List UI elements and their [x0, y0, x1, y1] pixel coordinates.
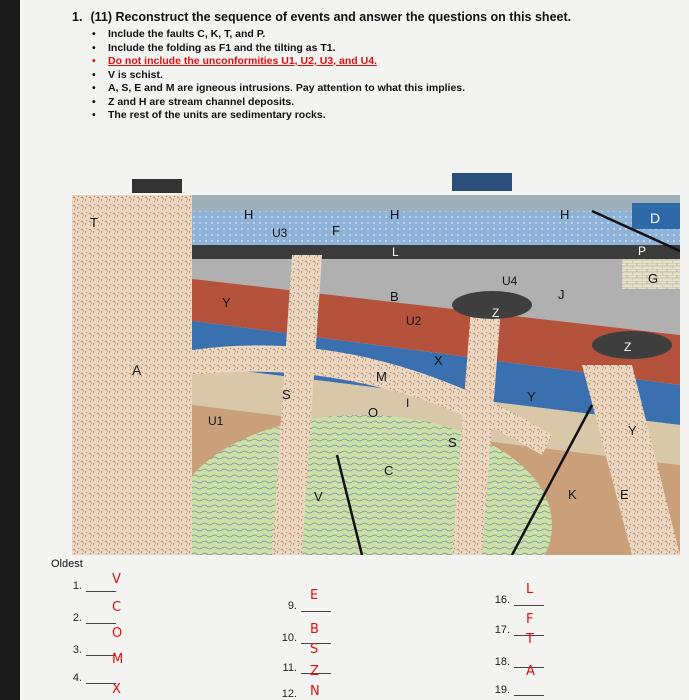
instruction-item: • Include the folding as F1 and the tilting as T1. [92, 42, 632, 56]
label-h-3: H [560, 207, 570, 222]
label-a: A [132, 362, 142, 378]
answer-value: X [112, 682, 121, 697]
label-j: J [558, 287, 565, 302]
truck-icon [132, 179, 182, 193]
answer-value: N [310, 684, 320, 699]
label-u3: U3 [272, 226, 288, 240]
label-d: D [650, 210, 661, 226]
answer-row[interactable]: 4. [60, 672, 116, 684]
answer-value: B [310, 622, 319, 637]
channel-z-2 [592, 331, 672, 359]
label-u4: U4 [502, 274, 518, 288]
answer-row[interactable]: 9. [275, 600, 331, 612]
label-k: K [568, 487, 577, 502]
label-z-1: Z [492, 306, 500, 320]
label-v: V [314, 489, 323, 504]
question-title [72, 10, 632, 24]
instruction-item: • Z and H are stream channel deposits. [92, 96, 632, 110]
answer-value: S [310, 642, 319, 657]
answer-value: Z [310, 664, 319, 679]
label-u1: U1 [208, 414, 224, 428]
worksheet-page [20, 0, 689, 700]
answer-row[interactable]: 1. [60, 580, 116, 592]
answer-row[interactable]: 18. [488, 656, 544, 668]
instruction-item-unconformities: • Do not include the unconformities U1, U2, U3, and U4. [92, 55, 632, 69]
instruction-item: • V is schist. [92, 69, 632, 83]
answer-row[interactable]: 10. [275, 632, 331, 644]
question-number: 1. [72, 10, 83, 24]
geologic-cross-section [72, 155, 680, 555]
label-g: G [648, 271, 659, 286]
answer-value: O [112, 626, 123, 641]
label-h-1: H [244, 207, 254, 222]
instruction-item: • Include the faults C, K, T, and P. [92, 28, 632, 42]
answer-row[interactable]: 11. [275, 662, 331, 674]
answer-row[interactable]: 19. [488, 684, 544, 696]
answer-row[interactable]: 12. [281, 688, 297, 700]
question-text: (11) Reconstruct the sequence of events and answer the questions on this sheet. [90, 10, 572, 24]
label-b: B [390, 289, 399, 304]
label-t: T [90, 215, 98, 230]
instruction-item: • The rest of the units are sedimentary rocks. [92, 109, 632, 123]
label-s-1: S [282, 387, 291, 402]
answer-value: A [526, 664, 535, 679]
label-c: C [384, 463, 394, 478]
answer-value: C [112, 600, 122, 615]
answer-row[interactable]: 3. [60, 644, 116, 656]
label-f: F [332, 223, 340, 238]
answer-row[interactable]: 17. [488, 624, 544, 636]
answer-value: E [310, 588, 319, 603]
answer-value: M [112, 652, 124, 667]
label-l: L [392, 245, 399, 259]
label-o: O [368, 405, 379, 420]
instruction-list [72, 28, 632, 123]
label-i: I [406, 396, 410, 410]
label-x: X [434, 353, 443, 368]
instruction-item: • A, S, E and M are igneous intrusions. Pay attention to what this implies. [92, 82, 632, 96]
label-y-2: Y [527, 389, 536, 404]
label-y-1: Y [222, 295, 231, 310]
label-e: E [620, 487, 629, 502]
label-u2: U2 [406, 314, 422, 328]
answer-value: V [112, 572, 121, 587]
answer-row[interactable]: 2. [60, 612, 116, 624]
label-s-2: S [448, 435, 457, 450]
answer-value: T [526, 632, 534, 647]
answer-row[interactable]: 16. [488, 594, 544, 606]
oldest-label: Oldest [51, 558, 83, 570]
label-m: M [376, 369, 387, 384]
label-h-2: H [390, 207, 400, 222]
answer-value: L [526, 582, 534, 597]
label-y-3: Y [628, 423, 637, 438]
house-icon [452, 173, 512, 191]
answer-value: F [526, 612, 534, 627]
label-z-2: Z [624, 340, 632, 354]
question-header [72, 10, 632, 123]
label-p: P [638, 244, 647, 258]
